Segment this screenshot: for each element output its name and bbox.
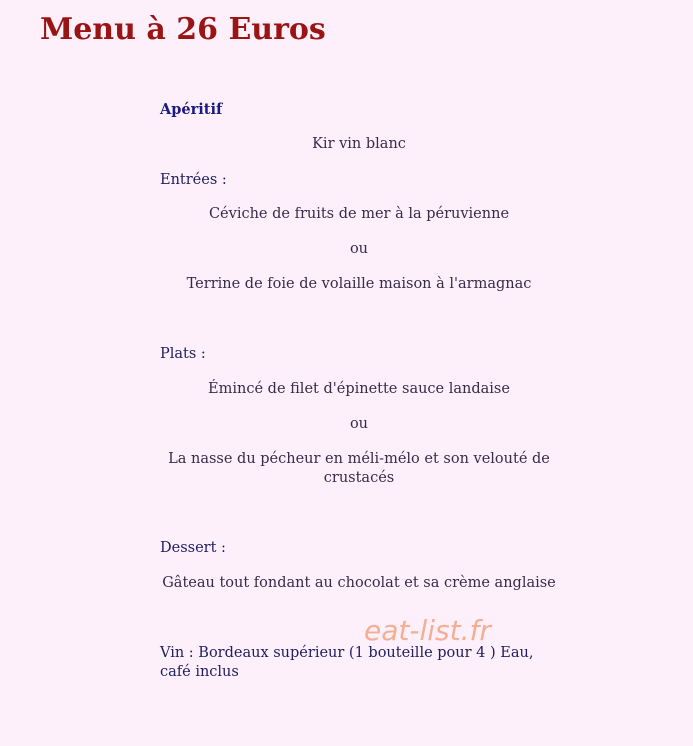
- menu-item-terrine: Terrine de foie de volaille maison à l'armagnac: [186, 276, 532, 292]
- wine-note: Vin : Bordeaux supérieur (1 bouteille pour 4 ) Eau, café inclus: [160, 645, 534, 680]
- section-heading-aperitif: Apéritif: [160, 101, 223, 118]
- watermark-text: eat-list.fr: [364, 614, 491, 647]
- menu-item-gateau: Gâteau tout fondant au chocolat et sa crème anglaise: [162, 575, 556, 591]
- menu-item-ceviche: Céviche de fruits de mer à la péruvienne: [208, 206, 510, 222]
- section-heading-plats: Plats :: [160, 346, 206, 362]
- menu-item-ou: ou: [349, 416, 369, 432]
- page-title: Menu à 26 Euros: [40, 12, 326, 47]
- menu-item-ou: ou: [349, 241, 369, 257]
- menu-item-nasse: La nasse du pécheur en méli-mélo et son velouté de crustacés: [168, 451, 550, 486]
- menu-item-eminc: Émincé de filet d'épinette sauce landaise: [208, 381, 510, 397]
- menu-item-kir: Kir vin blanc: [312, 136, 406, 152]
- section-heading-dessert: Dessert :: [160, 540, 226, 556]
- section-heading-entrees: Entrées :: [160, 172, 227, 188]
